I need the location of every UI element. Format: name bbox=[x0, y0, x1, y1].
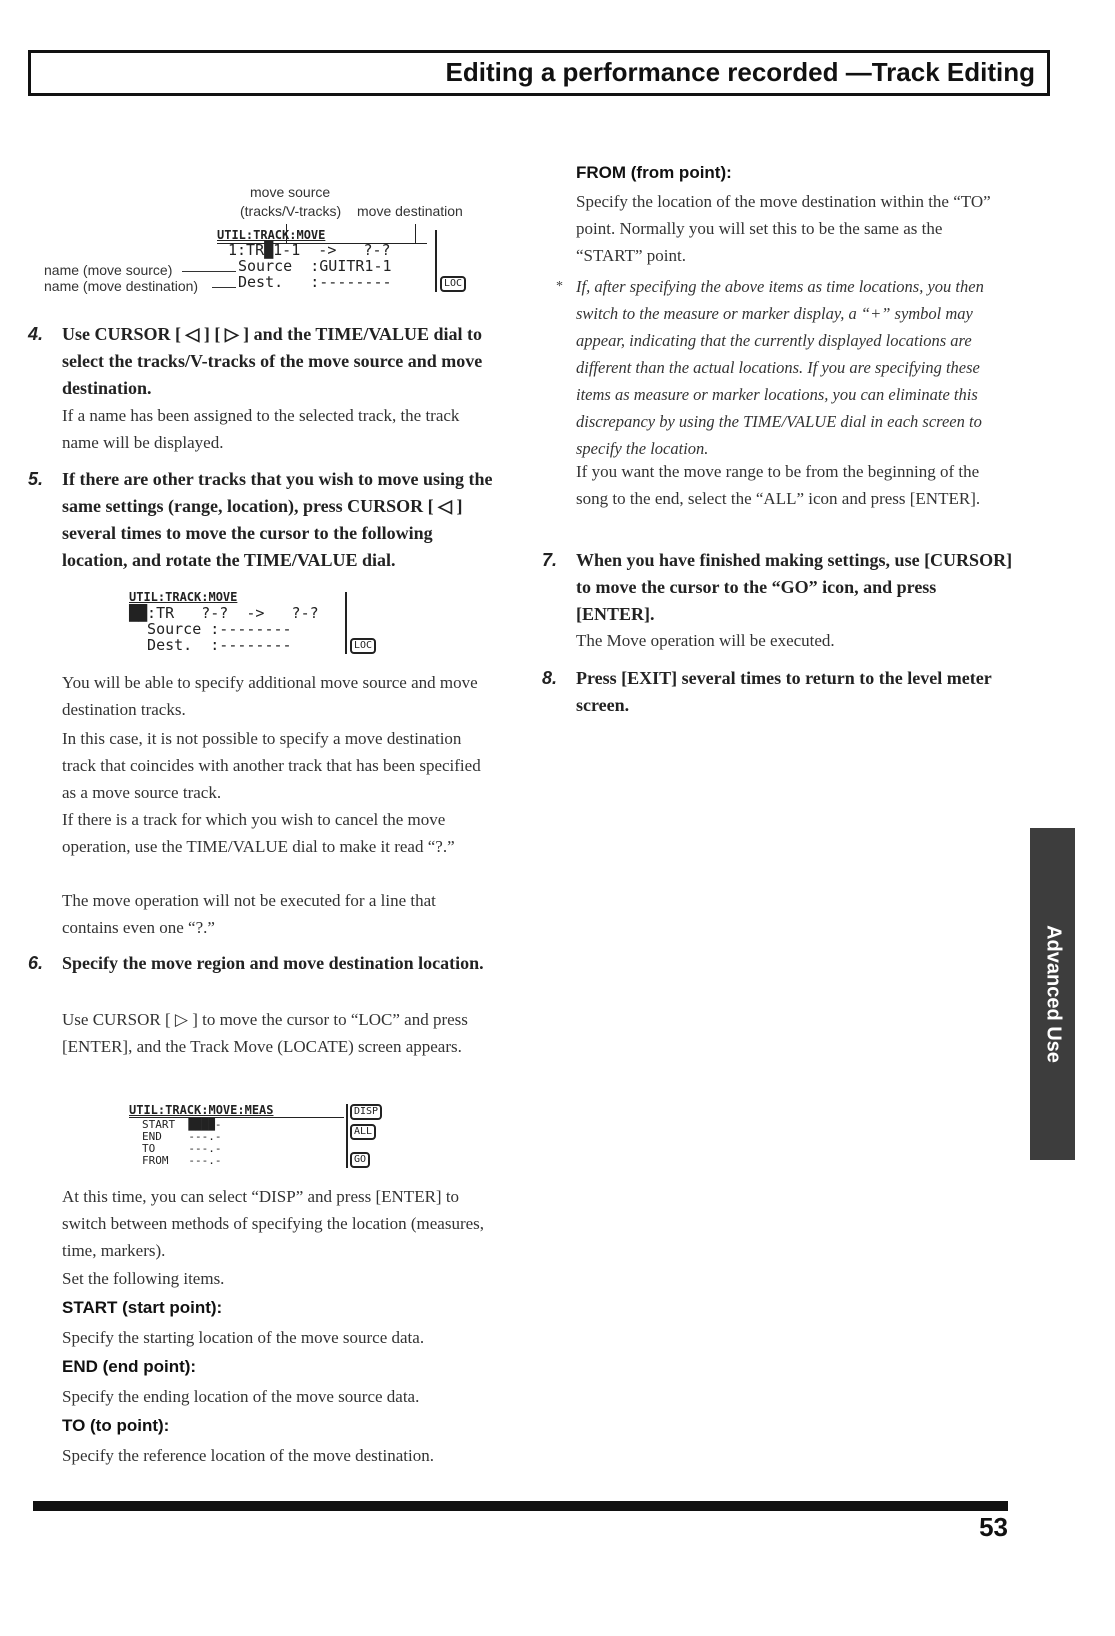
step-text: When you have finished making settings, use [CURSOR] to move the cursor to the “GO” icon, and press [ENTER]. bbox=[576, 550, 1013, 624]
lcd-divider bbox=[346, 1104, 348, 1168]
note-mark: * bbox=[556, 279, 563, 294]
step-number: 7. bbox=[542, 550, 558, 570]
step-5-paragraph: You will be able to specify additional move source and move destination tracks. bbox=[62, 673, 478, 719]
step-number: 4. bbox=[28, 324, 44, 344]
lcd-line: Source :GUITR1-1 bbox=[238, 257, 392, 275]
header-box bbox=[28, 50, 1050, 96]
step-8 bbox=[542, 665, 1016, 719]
arrow-line bbox=[182, 271, 236, 272]
step-text: If there are other tracks that you wish to move using the same settings (range, location), press CURSOR [ ◁ ] several times to move the cursor to the following location, and rotate the TIME/VALUE dial. bbox=[62, 469, 493, 570]
lcd-row: START ████- bbox=[142, 1118, 222, 1131]
label-move-source: move source bbox=[250, 184, 331, 200]
to-paragraph: Specify the reference location of the move destination. bbox=[62, 1446, 434, 1465]
start-heading: START (start point): bbox=[62, 1298, 223, 1317]
section-tab-label: Advanced Use bbox=[1042, 925, 1064, 1063]
all-paragraph: If you want the move range to be from the beginning of the song to the end, select the “ALL” icon and press [ENTER]. bbox=[576, 462, 981, 508]
step-text: Specify the move region and move destination location. bbox=[62, 953, 484, 973]
lcd-title: UTIL:TRACK:MOVE bbox=[129, 590, 238, 604]
from-heading: FROM (from point): bbox=[576, 163, 732, 182]
from-paragraph: Specify the location of the move destination within the “TO” point. Normally you will set this to be the same as the “START” point. bbox=[576, 192, 991, 265]
step-6 bbox=[28, 950, 502, 977]
lcd-divider bbox=[345, 592, 347, 654]
lcd-line: 1:TR█1-1 -> ?-? bbox=[228, 241, 391, 259]
step-number: 8. bbox=[542, 668, 558, 688]
lcd-title: UTIL:TRACK:MOVE bbox=[217, 228, 326, 242]
go-icon: GO bbox=[350, 1152, 370, 1168]
lcd-title: UTIL:TRACK:MOVE:MEAS bbox=[129, 1103, 274, 1117]
footer-rule bbox=[33, 1501, 1008, 1511]
lcd-line: Dest. :-------- bbox=[129, 636, 292, 654]
end-heading: END (end point): bbox=[62, 1357, 197, 1376]
section-tab bbox=[1030, 828, 1075, 1160]
label-name-destination: name (move destination) bbox=[44, 278, 199, 294]
step-number: 6. bbox=[28, 953, 44, 973]
step-text: Press [EXIT] several times to return to the level meter screen. bbox=[576, 668, 992, 715]
pointer-line bbox=[415, 224, 416, 244]
lcd-row: TO ---.- bbox=[142, 1142, 222, 1155]
step-5-paragraph: The move operation will not be executed for a line that contains even one “?.” bbox=[62, 891, 436, 937]
to-heading: TO (to point): bbox=[62, 1416, 170, 1435]
lcd-row: END ---.- bbox=[142, 1130, 222, 1143]
label-move-source-paren: (tracks/V-tracks) bbox=[240, 203, 342, 219]
step-5-paragraph: In this case, it is not possible to specify a move destination track that coincides with another track that has been specified as a move source track. bbox=[62, 729, 481, 802]
note-paragraph: If, after specifying the above items as time locations, you then switch to the measure or marker display, a “+” symbol may appear, indicating that the currently displayed locations are different than the actual locations. If you are specifying these items as measure or marker locations, you can eliminate this discrepancy by using the TIME/VALUE dial in each screen to specify the location. bbox=[576, 277, 984, 458]
page-number: 53 bbox=[979, 1512, 1008, 1542]
step-7-paragraph: The Move operation will be executed. bbox=[576, 631, 835, 650]
step-5-paragraph: If there is a track for which you wish to cancel the move operation, use the TIME/VALUE dial to make it read “?.” bbox=[62, 810, 455, 856]
arrow-line bbox=[212, 287, 236, 288]
label-name-source: name (move source) bbox=[44, 262, 173, 278]
step-7 bbox=[542, 547, 1016, 628]
after-diagram-paragraph: At this time, you can select “DISP” and press [ENTER] to switch between methods of specifying the location (measures, time, markers). bbox=[62, 1187, 485, 1260]
loc-icon: LOC bbox=[440, 276, 466, 292]
loc-icon: LOC bbox=[350, 638, 376, 654]
after-diagram-paragraph: Set the following items. bbox=[62, 1269, 225, 1288]
lcd-line: Dest. :-------- bbox=[238, 273, 392, 291]
end-paragraph: Specify the ending location of the move source data. bbox=[62, 1387, 420, 1406]
step-number: 5. bbox=[28, 469, 44, 489]
step-4 bbox=[28, 321, 502, 402]
all-icon: ALL bbox=[350, 1124, 376, 1140]
step-4-paragraph: If a name has been assigned to the selected track, the track name will be displayed. bbox=[62, 406, 460, 452]
lcd-row: FROM ---.- bbox=[142, 1154, 222, 1167]
lcd-line: Source :-------- bbox=[129, 620, 292, 638]
label-move-destination: move destination bbox=[357, 203, 463, 219]
step-5 bbox=[28, 466, 502, 574]
start-paragraph: Specify the starting location of the move source data. bbox=[62, 1328, 425, 1347]
step-text: Use CURSOR [ ◁ ] [ ▷ ] and the TIME/VALUE dial to select the tracks/V-tracks of the move source and move destination. bbox=[62, 324, 483, 398]
step-6-paragraph: Use CURSOR [ ▷ ] to move the cursor to “LOC” and press [ENTER], and the Track Move (LOCATE) screen appears. bbox=[62, 1010, 468, 1056]
disp-icon: DISP bbox=[350, 1104, 382, 1120]
lcd-line: ██:TR ?-? -> ?-? bbox=[129, 604, 319, 622]
page-title: Editing a performance recorded —Track Editing bbox=[445, 57, 1035, 87]
lcd-divider bbox=[435, 230, 437, 292]
